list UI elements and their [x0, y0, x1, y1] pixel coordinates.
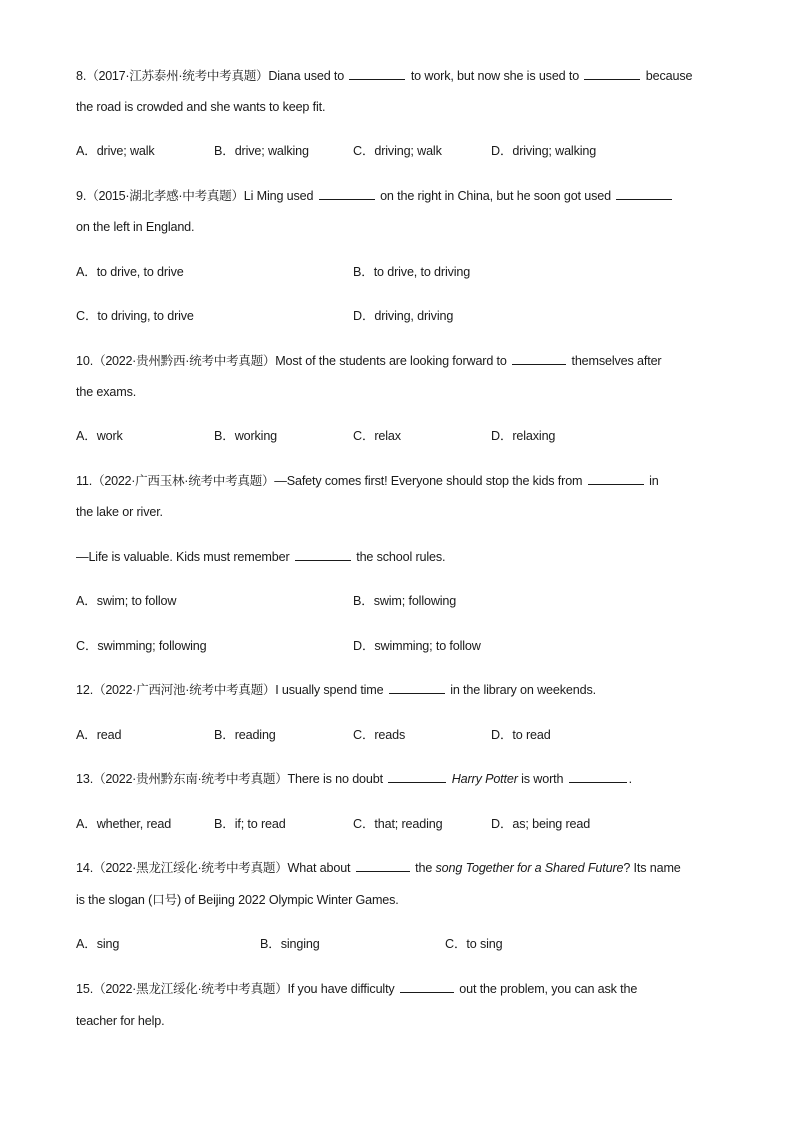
- question-10-line-2: the exams.: [76, 385, 137, 399]
- question-15-line-1: 15.（2022·黑龙江绥化·统考中考真题）If you have difficulty out the problem, you can ask the: [76, 982, 638, 996]
- answer-blank[interactable]: [389, 682, 445, 694]
- option-b[interactable]: B．singing: [260, 937, 320, 951]
- question-number: 9.: [76, 189, 87, 203]
- question-source: （2022·贵州黔东南·统考中考真题）: [93, 772, 288, 786]
- question-13-line-1: 13.（2022·贵州黔东南·统考中考真题）There is no doubt Harry Potter is worth .: [76, 772, 633, 786]
- question-9-line-1: 9.（2015·湖北孝感·中考真题）Li Ming used on the right in China, but he soon got used: [76, 188, 674, 204]
- question-source: （2022·黑龙江绥化·统考中考真题）: [93, 982, 288, 996]
- answer-blank[interactable]: [349, 68, 405, 80]
- option-d[interactable]: D．driving; walking: [491, 144, 597, 158]
- question-source: （2022·贵州黔西·统考中考真题）: [93, 354, 276, 368]
- option-d[interactable]: D．to read: [491, 728, 551, 742]
- answer-blank[interactable]: [400, 981, 454, 993]
- answer-blank[interactable]: [388, 771, 446, 783]
- option-a[interactable]: A．work: [76, 429, 123, 443]
- question-number: 15.: [76, 982, 94, 996]
- option-b[interactable]: B．if; to read: [214, 817, 286, 831]
- option-a[interactable]: A．whether, read: [76, 817, 172, 831]
- answer-blank[interactable]: [588, 473, 644, 485]
- option-c[interactable]: C．swimming; following: [76, 639, 207, 653]
- question-source: （2022·广西河池·统考中考真题）: [93, 683, 276, 697]
- option-a[interactable]: A．sing: [76, 937, 120, 951]
- option-c[interactable]: C．that; reading: [353, 817, 443, 831]
- question-source: （2015·湖北孝感·中考真题）: [86, 189, 244, 203]
- option-b[interactable]: B．to drive, to driving: [353, 265, 471, 279]
- question-number: 8.: [76, 69, 87, 83]
- answer-blank[interactable]: [512, 353, 566, 365]
- option-b[interactable]: B．working: [214, 429, 278, 443]
- option-a[interactable]: A．drive; walk: [76, 144, 155, 158]
- option-a[interactable]: A．read: [76, 728, 122, 742]
- option-b[interactable]: B．drive; walking: [214, 144, 309, 158]
- question-12-line-1: 12.（2022·广西河池·统考中考真题）I usually spend time in the library on weekends.: [76, 683, 596, 697]
- question-14-line-2: is the slogan (口号) of Beijing 2022 Olympic Winter Games.: [76, 893, 399, 907]
- question-number: 10.: [76, 354, 94, 368]
- question-8-line-1: 8.（2017·江苏泰州·统考中考真题）Diana used to to work, but now she is used to because: [76, 69, 693, 83]
- option-b[interactable]: B．reading: [214, 728, 276, 742]
- answer-blank[interactable]: [295, 549, 351, 561]
- option-c[interactable]: C．to driving, to drive: [76, 309, 194, 323]
- option-c[interactable]: C．reads: [353, 728, 406, 742]
- answer-blank[interactable]: [584, 68, 640, 80]
- question-8-line-2: the road is crowded and she wants to keep fit.: [76, 100, 326, 114]
- option-d[interactable]: D．relaxing: [491, 429, 556, 443]
- option-d[interactable]: D．as; being read: [491, 817, 591, 831]
- question-source: （2022·广西玉林·统考中考真题）: [92, 474, 275, 488]
- question-number: 13.: [76, 772, 94, 786]
- option-d[interactable]: D．driving, driving: [353, 309, 454, 323]
- answer-blank[interactable]: [356, 860, 410, 872]
- option-d[interactable]: D．swimming; to follow: [353, 639, 481, 653]
- option-c[interactable]: C．driving; walk: [353, 144, 442, 158]
- option-c[interactable]: C．relax: [353, 429, 401, 443]
- question-number: 14.: [76, 861, 94, 875]
- answer-blank[interactable]: [319, 188, 375, 200]
- option-c[interactable]: C．to sing: [445, 937, 503, 951]
- question-number: 11.: [76, 474, 93, 488]
- question-source: （2022·黑龙江绥化·统考中考真题）: [93, 861, 288, 875]
- song-title: song Together for a Shared Future: [435, 861, 624, 875]
- question-9-line-2: on the left in England.: [76, 220, 195, 234]
- question-11-line-2: the lake or river.: [76, 505, 163, 519]
- question-source: （2017·江苏泰州·统考中考真题）: [86, 69, 269, 83]
- question-11-line-1: 11.（2022·广西玉林·统考中考真题）—Safety comes first! Everyone should stop the kids from in: [76, 474, 659, 488]
- question-number: 12.: [76, 683, 94, 697]
- option-b[interactable]: B．swim; following: [353, 594, 457, 608]
- question-11-line-3: —Life is valuable. Kids must remember the school rules.: [76, 550, 446, 564]
- question-10-line-1: 10.（2022·贵州黔西·统考中考真题）Most of the students are looking forward to themselves after: [76, 354, 662, 368]
- question-14-line-1: 14.（2022·黑龙江绥化·统考中考真题）What about the song Together for a Shared Future? Its name: [76, 861, 681, 875]
- question-15-line-2: teacher for help.: [76, 1014, 165, 1028]
- answer-blank[interactable]: [616, 188, 672, 200]
- book-title: Harry Potter: [451, 772, 518, 786]
- option-a[interactable]: A．to drive, to drive: [76, 265, 184, 279]
- option-a[interactable]: A．swim; to follow: [76, 594, 177, 608]
- answer-blank[interactable]: [569, 771, 627, 783]
